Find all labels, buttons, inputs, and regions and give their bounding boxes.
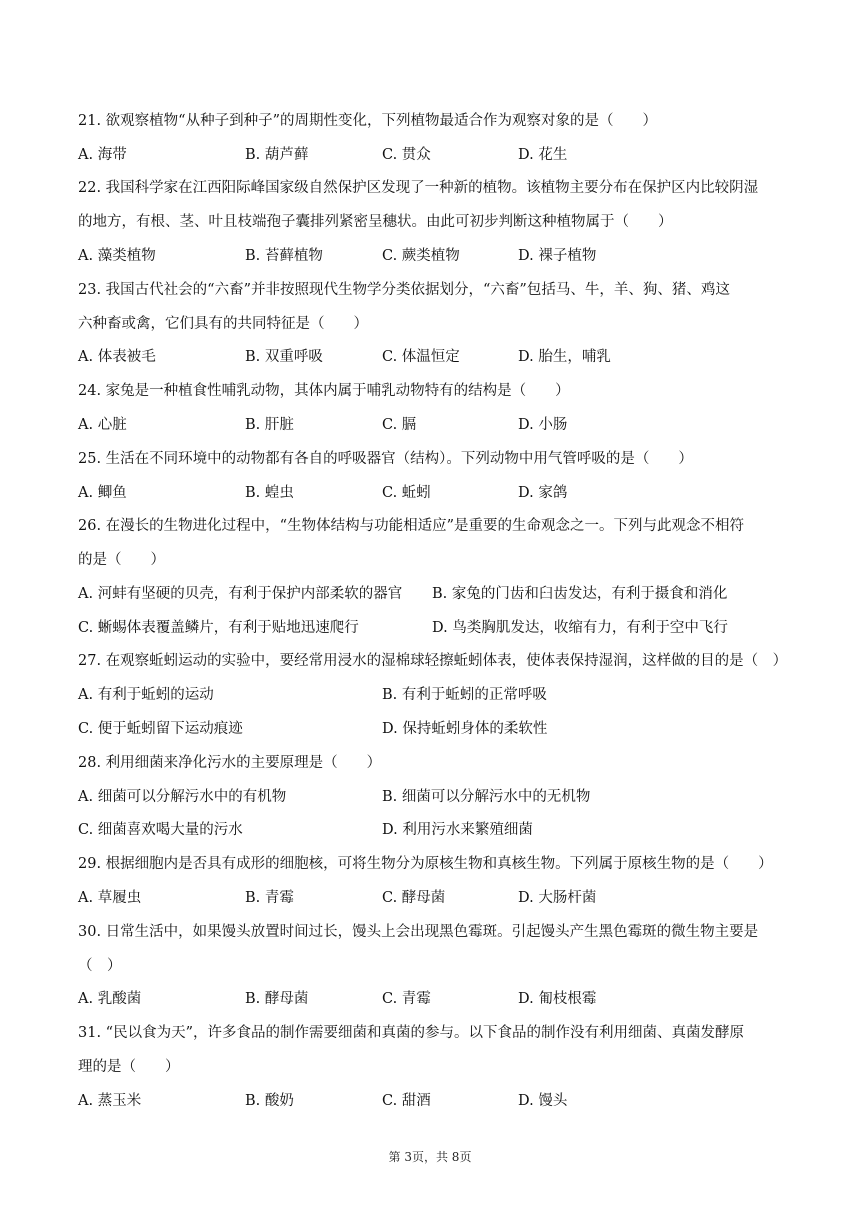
q30-option-d: D. 匍枝根霉: [518, 991, 597, 1007]
question-22-line-1: 22. 我国科学家在江西阳际峰国家级自然保护区发现了一种新的植物。该植物主要分布在保护区内比较阴湿: [78, 180, 759, 196]
page-number-footer: 第 3页，共 8页: [388, 1150, 472, 1164]
q26-option-c: C. 蜥蜴体表覆盖鳞片，有利于贴地迅速爬行: [78, 620, 359, 636]
q22-option-c: C. 蕨类植物: [382, 248, 460, 264]
q28-option-a: A. 细菌可以分解污水中的有机物: [78, 789, 287, 805]
question-23-line-1: 23. 我国古代社会的“六畜”并非按照现代生物学分类依据划分，“六畜”包括马、牛，羊、狗、猪、鸡这: [78, 282, 730, 298]
q21-option-d: D. 花生: [518, 147, 568, 163]
q24-option-d: D. 小肠: [518, 417, 568, 433]
q22-option-b: B. 苔藓植物: [245, 248, 323, 264]
q31-option-b: B. 酸奶: [245, 1093, 294, 1109]
q27-option-b: B. 有利于蚯蚓的正常呼吸: [382, 687, 547, 703]
question-29-line-1: 29. 根据细胞内是否具有成形的细胞核，可将生物分为原核生物和真核生物。下列属于原核生物的是（ ）: [78, 856, 773, 872]
q22-option-d: D. 裸子植物: [518, 248, 597, 264]
question-25-line-1: 25. 生活在不同环境中的动物都有各自的呼吸器官（结构）。下列动物中用气管呼吸的是（ ）: [78, 451, 693, 467]
q27-option-a: A. 有利于蚯蚓的运动: [78, 687, 214, 703]
q21-option-b: B. 葫芦藓: [245, 147, 309, 163]
q24-option-b: B. 肝脏: [245, 417, 294, 433]
q26-option-d: D. 鸟类胸肌发达，收缩有力，有利于空中飞行: [432, 620, 728, 636]
q25-option-c: C. 蚯蚓: [382, 485, 431, 501]
q28-option-c: C. 细菌喜欢喝大量的污水: [78, 822, 243, 838]
q25-option-a: A. 鲫鱼: [78, 485, 127, 501]
q23-option-b: B. 双重呼吸: [245, 349, 323, 365]
q27-option-d: D. 保持蚯蚓身体的柔软性: [382, 721, 548, 737]
question-30-line-1: 30. 日常生活中，如果馒头放置时间过长，馒头上会出现黑色霉斑。引起馒头产生黑色霉斑的微生物主要是: [78, 924, 759, 940]
q29-option-a: A. 草履虫: [78, 890, 142, 906]
q29-option-b: B. 青霉: [245, 890, 294, 906]
q31-option-c: C. 甜酒: [382, 1093, 431, 1109]
q22-option-a: A. 藻类植物: [78, 248, 156, 264]
question-27-line-1: 27. 在观察蚯蚓运动的实验中，要经常用浸水的湿棉球轻擦蚯蚓体表，使体表保持湿润，这样做的目的是（ ）: [78, 653, 788, 669]
q30-option-c: C. 青霉: [382, 991, 431, 1007]
q21-option-c: C. 贯众: [382, 147, 431, 163]
question-26-line-2: 的是（ ）: [78, 552, 165, 568]
question-22-line-2: 的地方，有根、茎、叶且枝端孢子囊排列紧密呈穗状。由此可初步判断这种植物属于（ ）: [78, 214, 673, 230]
q25-option-d: D. 家鸽: [518, 485, 568, 501]
question-31-line-2: 理的是（ ）: [78, 1059, 180, 1075]
q29-option-d: D. 大肠杆菌: [518, 890, 597, 906]
question-30-line-2: （ ）: [78, 958, 122, 974]
q26-option-b: B. 家兔的门齿和臼齿发达，有利于摄食和消化: [432, 586, 728, 602]
q30-option-a: A. 乳酸菌: [78, 991, 142, 1007]
q21-option-a: A. 海带: [78, 147, 127, 163]
q31-option-a: A. 蒸玉米: [78, 1093, 142, 1109]
q31-option-d: D. 馒头: [518, 1093, 568, 1109]
q24-option-a: A. 心脏: [78, 417, 127, 433]
question-26-line-1: 26. 在漫长的生物进化过程中，“生物体结构与功能相适应”是重要的生命观念之一。下列与此观念不相符: [78, 518, 744, 534]
q28-option-d: D. 利用污水来繁殖细菌: [382, 822, 533, 838]
q25-option-b: B. 蝗虫: [245, 485, 294, 501]
question-31-line-1: 31. “民以食为天”，许多食品的制作需要细菌和真菌的参与。以下食品的制作没有利用细菌、真菌发酵原: [78, 1025, 744, 1041]
question-21-line-1: 21. 欲观察植物“从种子到种子”的周期性变化，下列植物最适合作为观察对象的是（ ）: [78, 113, 657, 129]
q27-option-c: C. 便于蚯蚓留下运动痕迹: [78, 721, 243, 737]
question-24-line-1: 24. 家兔是一种植食性哺乳动物，其体内属于哺乳动物特有的结构是（ ）: [78, 383, 570, 399]
q23-option-a: A. 体表被毛: [78, 349, 156, 365]
q30-option-b: B. 酵母菌: [245, 991, 309, 1007]
q26-option-a: A. 河蚌有坚硬的贝壳，有利于保护内部柔软的器官: [78, 586, 403, 602]
q23-option-c: C. 体温恒定: [382, 349, 460, 365]
question-28-line-1: 28. 利用细菌来净化污水的主要原理是（ ）: [78, 755, 382, 771]
q24-option-c: C. 膈: [382, 417, 417, 433]
q29-option-c: C. 酵母菌: [382, 890, 446, 906]
question-23-line-2: 六种畜或禽，它们具有的共同特征是（ ）: [78, 316, 368, 332]
q28-option-b: B. 细菌可以分解污水中的无机物: [382, 789, 591, 805]
q23-option-d: D. 胎生，哺乳: [518, 349, 611, 365]
